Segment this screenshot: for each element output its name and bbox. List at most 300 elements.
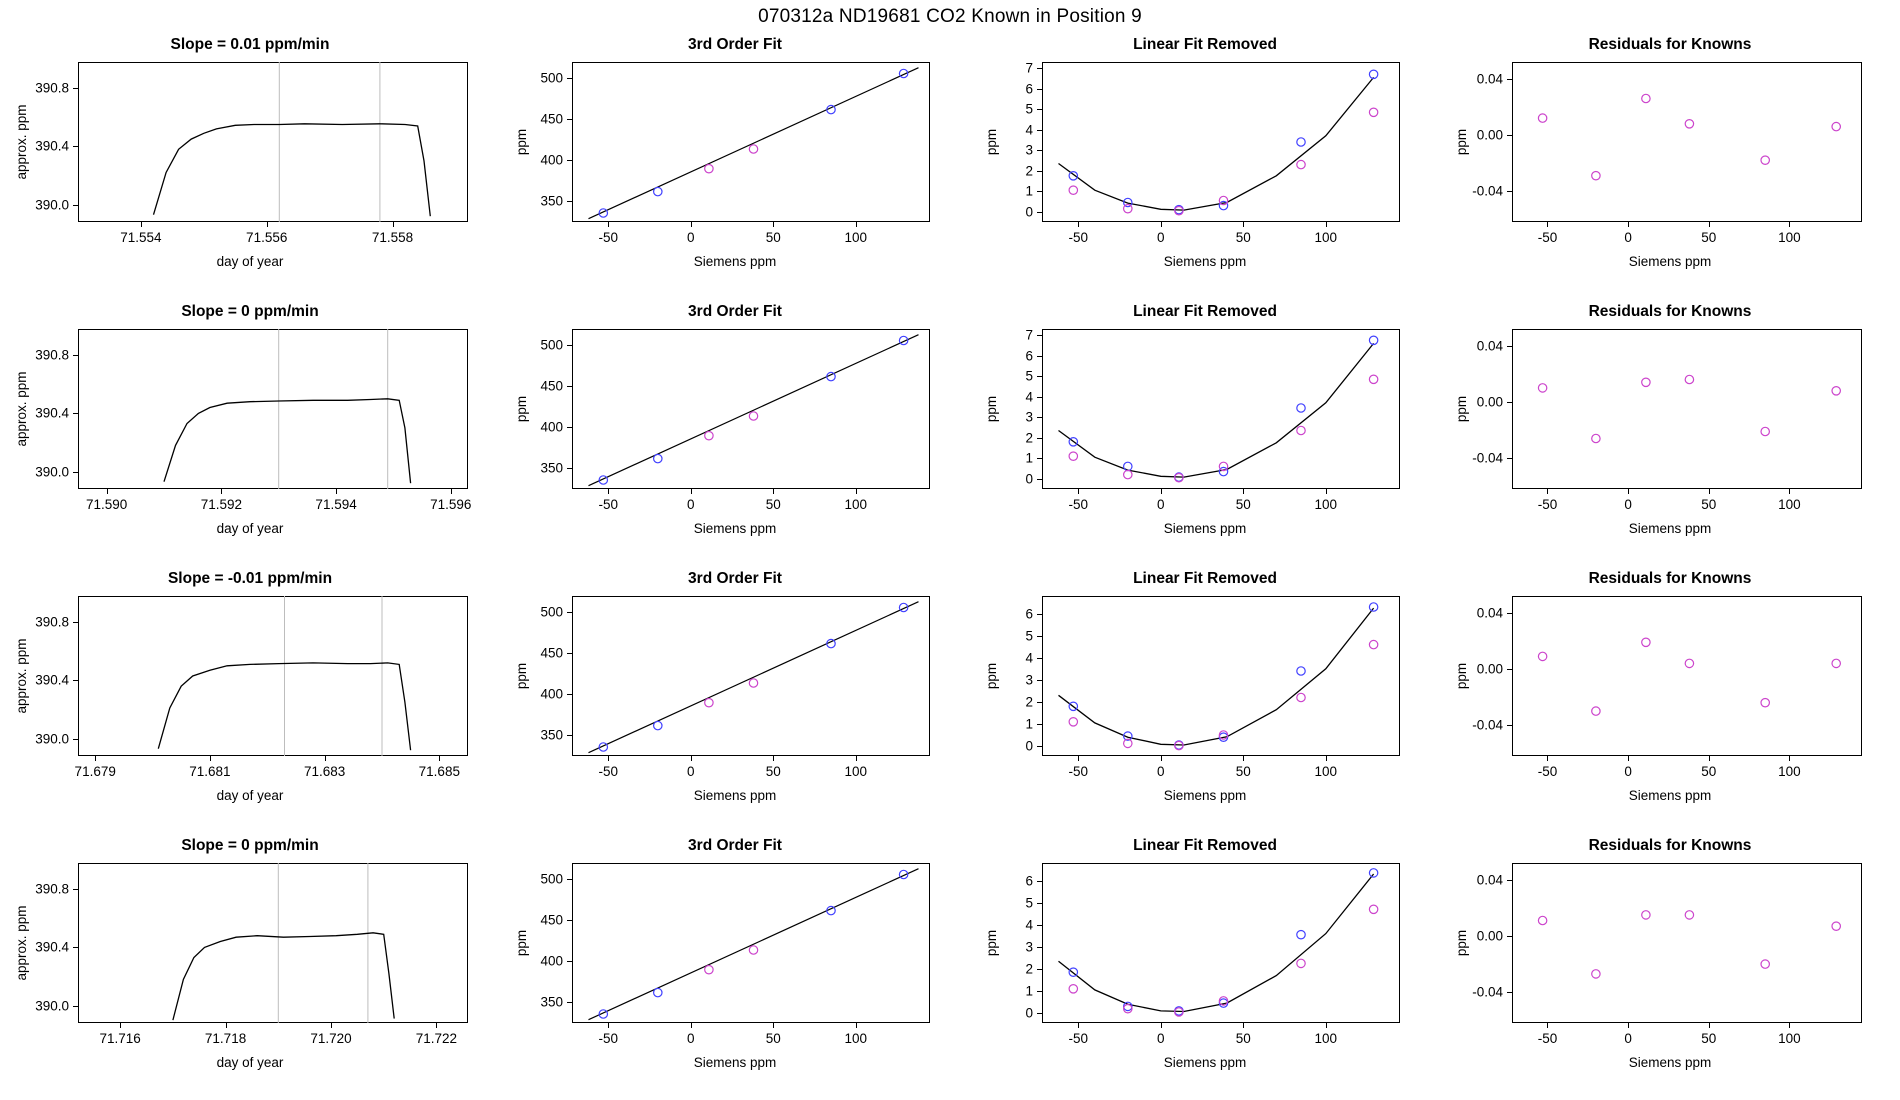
- y-tick-label: 2: [1025, 163, 1033, 179]
- x-tick-mark: [210, 756, 211, 761]
- panel-row: [0, 831, 1900, 1098]
- x-axis-label: Siemens ppm: [693, 254, 777, 269]
- panel-r3c1: [0, 564, 500, 831]
- x-tick-label: -50: [1537, 230, 1558, 245]
- y-axis-label: ppm: [514, 395, 529, 423]
- y-axis-label: approx. ppm: [14, 638, 29, 714]
- panel-r3c2: [500, 564, 970, 831]
- x-tick-label: 0: [1157, 230, 1165, 245]
- y-tick-mark: [567, 735, 572, 736]
- x-tick-label: 71.592: [200, 497, 243, 512]
- y-tick-mark: [1037, 335, 1042, 336]
- y-tick-mark: [73, 1006, 78, 1007]
- y-tick-label: 500: [540, 871, 563, 887]
- y-axis-label: ppm: [1454, 395, 1469, 423]
- x-tick-mark: [1628, 489, 1629, 494]
- x-tick-label: 50: [1235, 497, 1251, 512]
- x-tick-mark: [1078, 756, 1079, 761]
- panel-r3c3: [970, 564, 1440, 831]
- y-tick-mark: [567, 612, 572, 613]
- panel-row: [0, 564, 1900, 831]
- x-tick-label: 71.554: [120, 230, 162, 245]
- y-tick-label: 390.4: [35, 138, 69, 154]
- y-tick-mark: [1037, 636, 1042, 637]
- y-tick-mark: [73, 889, 78, 890]
- x-tick-mark: [691, 489, 692, 494]
- x-tick-label: 100: [1314, 230, 1338, 245]
- y-tick-label: 0.04: [1476, 605, 1503, 621]
- y-tick-label: 7: [1025, 60, 1033, 76]
- x-tick-label: 0: [687, 230, 695, 245]
- y-tick-label: 390.8: [35, 614, 69, 630]
- plot-data-area: [78, 62, 468, 222]
- x-tick-mark: [1709, 222, 1710, 227]
- x-tick-label: 71.679: [74, 764, 116, 779]
- x-tick-label: 100: [844, 497, 868, 512]
- y-tick-label: 4: [1025, 917, 1033, 933]
- panel-title: Slope = 0 ppm/min: [181, 837, 319, 854]
- x-tick-label: 100: [1314, 497, 1338, 512]
- x-tick-label: 71.558: [371, 230, 414, 245]
- y-tick-label: 2: [1025, 694, 1033, 710]
- y-axis-label: ppm: [514, 929, 529, 957]
- y-tick-label: 6: [1025, 873, 1033, 889]
- x-axis-label: day of year: [216, 1055, 284, 1070]
- y-axis-label: ppm: [1454, 128, 1469, 156]
- x-tick-label: 50: [1701, 764, 1717, 779]
- x-tick-label: 100: [844, 230, 868, 245]
- y-tick-label: 0.00: [1476, 661, 1503, 677]
- plot-data-area: [572, 62, 930, 222]
- y-tick-mark: [1037, 969, 1042, 970]
- x-tick-mark: [856, 756, 857, 761]
- y-tick-mark: [1507, 936, 1512, 937]
- x-tick-label: 100: [844, 764, 868, 779]
- y-tick-label: 390.0: [35, 998, 69, 1014]
- panel-r4c2: [500, 831, 970, 1098]
- plot-data-area: [78, 863, 468, 1023]
- panel-title: Slope = -0.01 ppm/min: [167, 570, 333, 587]
- y-tick-mark: [1037, 109, 1042, 110]
- x-tick-mark: [1709, 756, 1710, 761]
- panel-title: Residuals for Knowns: [1588, 303, 1752, 320]
- x-tick-label: -50: [1068, 1031, 1089, 1046]
- y-tick-label: 0.04: [1476, 338, 1503, 354]
- y-tick-label: 350: [540, 193, 563, 209]
- x-tick-label: -50: [1068, 497, 1089, 512]
- y-tick-label: 390.0: [35, 197, 69, 213]
- y-tick-mark: [73, 680, 78, 681]
- x-tick-label: 0: [1624, 230, 1632, 245]
- x-axis-label: Siemens ppm: [1628, 254, 1712, 269]
- x-tick-mark: [608, 1023, 609, 1028]
- x-tick-mark: [773, 222, 774, 227]
- x-axis-label: day of year: [216, 521, 284, 536]
- y-tick-label: 400: [540, 953, 563, 969]
- y-tick-mark: [567, 920, 572, 921]
- y-tick-label: 5: [1025, 895, 1033, 911]
- x-tick-label: -50: [1537, 764, 1558, 779]
- panel-title: Residuals for Knowns: [1588, 837, 1752, 854]
- x-axis-label: day of year: [216, 788, 284, 803]
- y-tick-mark: [1037, 458, 1042, 459]
- plot-data-area: [78, 596, 468, 756]
- x-axis-label: Siemens ppm: [1628, 788, 1712, 803]
- x-tick-label: 100: [1778, 1031, 1801, 1046]
- y-tick-label: 350: [540, 460, 563, 476]
- x-tick-mark: [451, 489, 452, 494]
- x-tick-label: 71.556: [246, 230, 288, 245]
- y-tick-label: 400: [540, 419, 563, 435]
- y-tick-mark: [73, 355, 78, 356]
- y-tick-mark: [567, 78, 572, 79]
- x-tick-mark: [856, 1023, 857, 1028]
- x-tick-mark: [1243, 489, 1244, 494]
- y-tick-mark: [567, 468, 572, 469]
- panel-title: Linear Fit Removed: [1133, 36, 1277, 53]
- y-tick-mark: [73, 739, 78, 740]
- y-tick-label: 2: [1025, 430, 1033, 446]
- x-tick-mark: [1161, 1023, 1162, 1028]
- y-tick-label: -0.04: [1472, 984, 1503, 1000]
- y-tick-label: 1: [1025, 983, 1033, 999]
- panel-r4c4: [1440, 831, 1900, 1098]
- y-axis-label: ppm: [984, 395, 999, 423]
- x-tick-label: -50: [598, 497, 619, 512]
- y-tick-label: 390.8: [35, 347, 69, 363]
- y-tick-label: 390.0: [35, 464, 69, 480]
- y-tick-label: 4: [1025, 650, 1033, 666]
- y-tick-label: 1: [1025, 716, 1033, 732]
- x-tick-mark: [1243, 756, 1244, 761]
- x-tick-mark: [226, 1023, 227, 1028]
- y-tick-mark: [1037, 925, 1042, 926]
- x-tick-mark: [773, 489, 774, 494]
- panel-r2c4: [1440, 297, 1900, 564]
- x-tick-label: 100: [1314, 764, 1338, 779]
- y-tick-label: 400: [540, 686, 563, 702]
- x-axis-label: Siemens ppm: [1628, 1055, 1712, 1070]
- y-tick-mark: [1037, 658, 1042, 659]
- y-tick-label: 450: [540, 912, 563, 928]
- y-tick-mark: [1037, 89, 1042, 90]
- x-tick-mark: [436, 1023, 437, 1028]
- y-tick-label: 1: [1025, 183, 1033, 199]
- x-tick-mark: [1078, 222, 1079, 227]
- y-tick-mark: [1037, 680, 1042, 681]
- y-tick-mark: [567, 653, 572, 654]
- x-tick-label: 100: [1778, 764, 1801, 779]
- x-tick-mark: [1161, 756, 1162, 761]
- y-tick-label: 0.04: [1476, 872, 1503, 888]
- x-axis-label: day of year: [216, 254, 284, 269]
- x-tick-label: 100: [1778, 230, 1801, 245]
- y-tick-mark: [1037, 68, 1042, 69]
- y-axis-label: ppm: [1454, 662, 1469, 690]
- y-tick-mark: [1507, 191, 1512, 192]
- y-tick-mark: [1037, 130, 1042, 131]
- x-tick-label: 0: [687, 1031, 695, 1046]
- panel-r1c1: [0, 30, 500, 297]
- x-tick-mark: [773, 756, 774, 761]
- y-axis-label: ppm: [984, 128, 999, 156]
- x-tick-mark: [691, 222, 692, 227]
- y-tick-mark: [1037, 417, 1042, 418]
- x-tick-label: -50: [598, 764, 619, 779]
- y-tick-mark: [1507, 613, 1512, 614]
- y-tick-label: 500: [540, 337, 563, 353]
- y-tick-label: 5: [1025, 368, 1033, 384]
- y-axis-label: ppm: [514, 662, 529, 690]
- x-tick-label: 71.720: [310, 1031, 352, 1046]
- panel-r2c3: [970, 297, 1440, 564]
- y-tick-label: 390.4: [35, 672, 69, 688]
- y-tick-mark: [567, 345, 572, 346]
- x-tick-label: 50: [1235, 764, 1251, 779]
- y-tick-label: 1: [1025, 450, 1033, 466]
- y-tick-label: 3: [1025, 142, 1033, 158]
- x-tick-label: 50: [1701, 497, 1717, 512]
- x-tick-mark: [1789, 1023, 1790, 1028]
- y-axis-label: ppm: [1454, 929, 1469, 957]
- y-tick-mark: [1507, 79, 1512, 80]
- x-tick-mark: [1547, 756, 1548, 761]
- y-tick-label: 450: [540, 645, 563, 661]
- x-axis-label: Siemens ppm: [1163, 254, 1247, 269]
- y-tick-label: 0.00: [1476, 127, 1503, 143]
- x-tick-mark: [608, 756, 609, 761]
- x-tick-label: -50: [1537, 1031, 1558, 1046]
- x-tick-mark: [1789, 756, 1790, 761]
- x-tick-mark: [608, 222, 609, 227]
- y-tick-label: 390.0: [35, 731, 69, 747]
- y-tick-mark: [1037, 171, 1042, 172]
- x-axis-label: Siemens ppm: [693, 788, 777, 803]
- y-tick-label: -0.04: [1472, 450, 1503, 466]
- x-tick-mark: [393, 222, 394, 227]
- y-tick-mark: [1507, 992, 1512, 993]
- panel-title: Residuals for Knowns: [1588, 36, 1752, 53]
- y-axis-label: ppm: [984, 929, 999, 957]
- y-tick-mark: [73, 88, 78, 89]
- x-tick-mark: [1078, 1023, 1079, 1028]
- y-tick-label: 3: [1025, 939, 1033, 955]
- x-axis-label: Siemens ppm: [693, 521, 777, 536]
- y-tick-label: 500: [540, 604, 563, 620]
- plot-data-area: [1042, 329, 1400, 489]
- x-tick-label: 0: [687, 497, 695, 512]
- y-tick-mark: [1037, 376, 1042, 377]
- x-tick-label: 0: [687, 764, 695, 779]
- x-tick-mark: [1326, 489, 1327, 494]
- x-tick-mark: [120, 1023, 121, 1028]
- y-tick-label: 0.04: [1476, 71, 1503, 87]
- panel-title: Residuals for Knowns: [1588, 570, 1752, 587]
- y-tick-mark: [1037, 150, 1042, 151]
- x-tick-label: 71.685: [418, 764, 460, 779]
- y-tick-mark: [1037, 903, 1042, 904]
- x-tick-mark: [141, 222, 142, 227]
- x-tick-label: -50: [1537, 497, 1558, 512]
- y-tick-mark: [1037, 191, 1042, 192]
- y-tick-mark: [1037, 479, 1042, 480]
- y-tick-label: -0.04: [1472, 183, 1503, 199]
- y-tick-label: 3: [1025, 672, 1033, 688]
- x-tick-label: 71.716: [99, 1031, 141, 1046]
- x-tick-mark: [439, 756, 440, 761]
- plot-data-area: [1512, 863, 1862, 1023]
- panel-title: 3rd Order Fit: [688, 303, 782, 320]
- y-tick-mark: [1507, 402, 1512, 403]
- x-tick-mark: [856, 489, 857, 494]
- x-tick-mark: [691, 756, 692, 761]
- y-axis-label: approx. ppm: [14, 905, 29, 981]
- y-tick-label: 6: [1025, 81, 1033, 97]
- x-tick-label: 100: [1778, 497, 1801, 512]
- x-tick-label: 71.681: [189, 764, 231, 779]
- x-tick-label: 50: [765, 764, 781, 779]
- y-tick-label: 450: [540, 111, 563, 127]
- plot-data-area: [572, 596, 930, 756]
- y-tick-label: 0.00: [1476, 928, 1503, 944]
- x-tick-mark: [1628, 1023, 1629, 1028]
- panel-title: 3rd Order Fit: [688, 570, 782, 587]
- y-tick-mark: [1507, 135, 1512, 136]
- panel-title: Linear Fit Removed: [1133, 303, 1277, 320]
- y-tick-mark: [1037, 746, 1042, 747]
- y-tick-mark: [1507, 458, 1512, 459]
- x-tick-mark: [325, 756, 326, 761]
- plot-data-area: [1512, 329, 1862, 489]
- y-tick-label: 350: [540, 727, 563, 743]
- y-tick-label: 390.8: [35, 80, 69, 96]
- y-tick-mark: [1037, 947, 1042, 948]
- figure-title: 070312a ND19681 CO2 Known in Position 9: [758, 6, 1142, 27]
- x-tick-mark: [1326, 756, 1327, 761]
- y-tick-mark: [1507, 346, 1512, 347]
- x-tick-mark: [1547, 222, 1548, 227]
- y-tick-label: 4: [1025, 122, 1033, 138]
- panel-r1c4: [1440, 30, 1900, 297]
- x-axis-label: Siemens ppm: [1163, 1055, 1247, 1070]
- x-tick-label: 100: [844, 1031, 868, 1046]
- y-tick-mark: [73, 472, 78, 473]
- y-tick-mark: [1507, 880, 1512, 881]
- panel-title: Slope = 0.01 ppm/min: [170, 36, 330, 53]
- x-tick-mark: [1326, 222, 1327, 227]
- panel-row: [0, 30, 1900, 297]
- x-tick-label: 71.718: [204, 1031, 247, 1046]
- x-tick-mark: [1078, 489, 1079, 494]
- x-tick-mark: [1789, 489, 1790, 494]
- y-tick-label: 6: [1025, 348, 1033, 364]
- y-tick-label: 4: [1025, 389, 1033, 405]
- y-tick-mark: [567, 119, 572, 120]
- x-tick-label: 0: [1157, 764, 1165, 779]
- plot-data-area: [1512, 596, 1862, 756]
- plot-data-area: [1042, 596, 1400, 756]
- x-tick-mark: [856, 222, 857, 227]
- panel-grid: [0, 30, 1900, 1100]
- plot-data-area: [1042, 863, 1400, 1023]
- y-tick-mark: [73, 413, 78, 414]
- panel-r2c1: [0, 297, 500, 564]
- x-axis-label: Siemens ppm: [1628, 521, 1712, 536]
- panel-r2c2: [500, 297, 970, 564]
- x-tick-label: 50: [765, 497, 781, 512]
- x-tick-mark: [1628, 756, 1629, 761]
- y-axis-label: ppm: [514, 128, 529, 156]
- plot-data-area: [78, 329, 468, 489]
- x-tick-label: 50: [1701, 230, 1717, 245]
- y-tick-mark: [1037, 438, 1042, 439]
- y-tick-label: 7: [1025, 327, 1033, 343]
- x-tick-mark: [1243, 1023, 1244, 1028]
- y-tick-mark: [567, 879, 572, 880]
- y-tick-label: 0: [1025, 471, 1033, 487]
- x-tick-label: -50: [598, 230, 619, 245]
- y-tick-mark: [1037, 724, 1042, 725]
- y-tick-mark: [73, 205, 78, 206]
- y-tick-label: 5: [1025, 628, 1033, 644]
- y-tick-label: 0: [1025, 1005, 1033, 1021]
- y-tick-mark: [567, 694, 572, 695]
- x-tick-label: 50: [765, 1031, 781, 1046]
- y-tick-label: 500: [540, 70, 563, 86]
- x-tick-label: -50: [598, 1031, 619, 1046]
- y-tick-label: 350: [540, 994, 563, 1010]
- panel-title: 3rd Order Fit: [688, 36, 782, 53]
- y-tick-mark: [567, 201, 572, 202]
- y-tick-mark: [1037, 702, 1042, 703]
- y-axis-label: ppm: [984, 662, 999, 690]
- x-tick-mark: [331, 1023, 332, 1028]
- y-axis-label: approx. ppm: [14, 104, 29, 180]
- x-axis-label: Siemens ppm: [693, 1055, 777, 1070]
- x-axis-label: Siemens ppm: [1163, 521, 1247, 536]
- x-tick-label: 71.594: [315, 497, 357, 512]
- plot-data-area: [1512, 62, 1862, 222]
- y-tick-mark: [1037, 1013, 1042, 1014]
- panel-r1c3: [970, 30, 1440, 297]
- x-tick-label: 50: [1235, 1031, 1251, 1046]
- x-tick-mark: [267, 222, 268, 227]
- panel-r4c3: [970, 831, 1440, 1098]
- x-tick-label: 50: [1701, 1031, 1717, 1046]
- y-tick-label: 390.4: [35, 939, 69, 955]
- y-tick-mark: [1037, 614, 1042, 615]
- y-tick-label: 6: [1025, 606, 1033, 622]
- x-tick-label: 100: [1314, 1031, 1338, 1046]
- x-axis-label: Siemens ppm: [1163, 788, 1247, 803]
- plot-data-area: [572, 329, 930, 489]
- y-tick-mark: [1037, 991, 1042, 992]
- x-tick-mark: [1709, 489, 1710, 494]
- y-tick-mark: [1037, 881, 1042, 882]
- y-tick-label: 2: [1025, 961, 1033, 977]
- x-tick-label: 50: [765, 230, 781, 245]
- panel-r1c2: [500, 30, 970, 297]
- y-tick-mark: [1037, 397, 1042, 398]
- x-tick-mark: [95, 756, 96, 761]
- x-tick-label: 71.596: [430, 497, 472, 512]
- y-tick-mark: [1507, 669, 1512, 670]
- y-tick-mark: [567, 160, 572, 161]
- panel-title: Slope = 0 ppm/min: [181, 303, 319, 320]
- x-tick-mark: [1326, 1023, 1327, 1028]
- panel-r4c1: [0, 831, 500, 1098]
- panel-title: 3rd Order Fit: [688, 837, 782, 854]
